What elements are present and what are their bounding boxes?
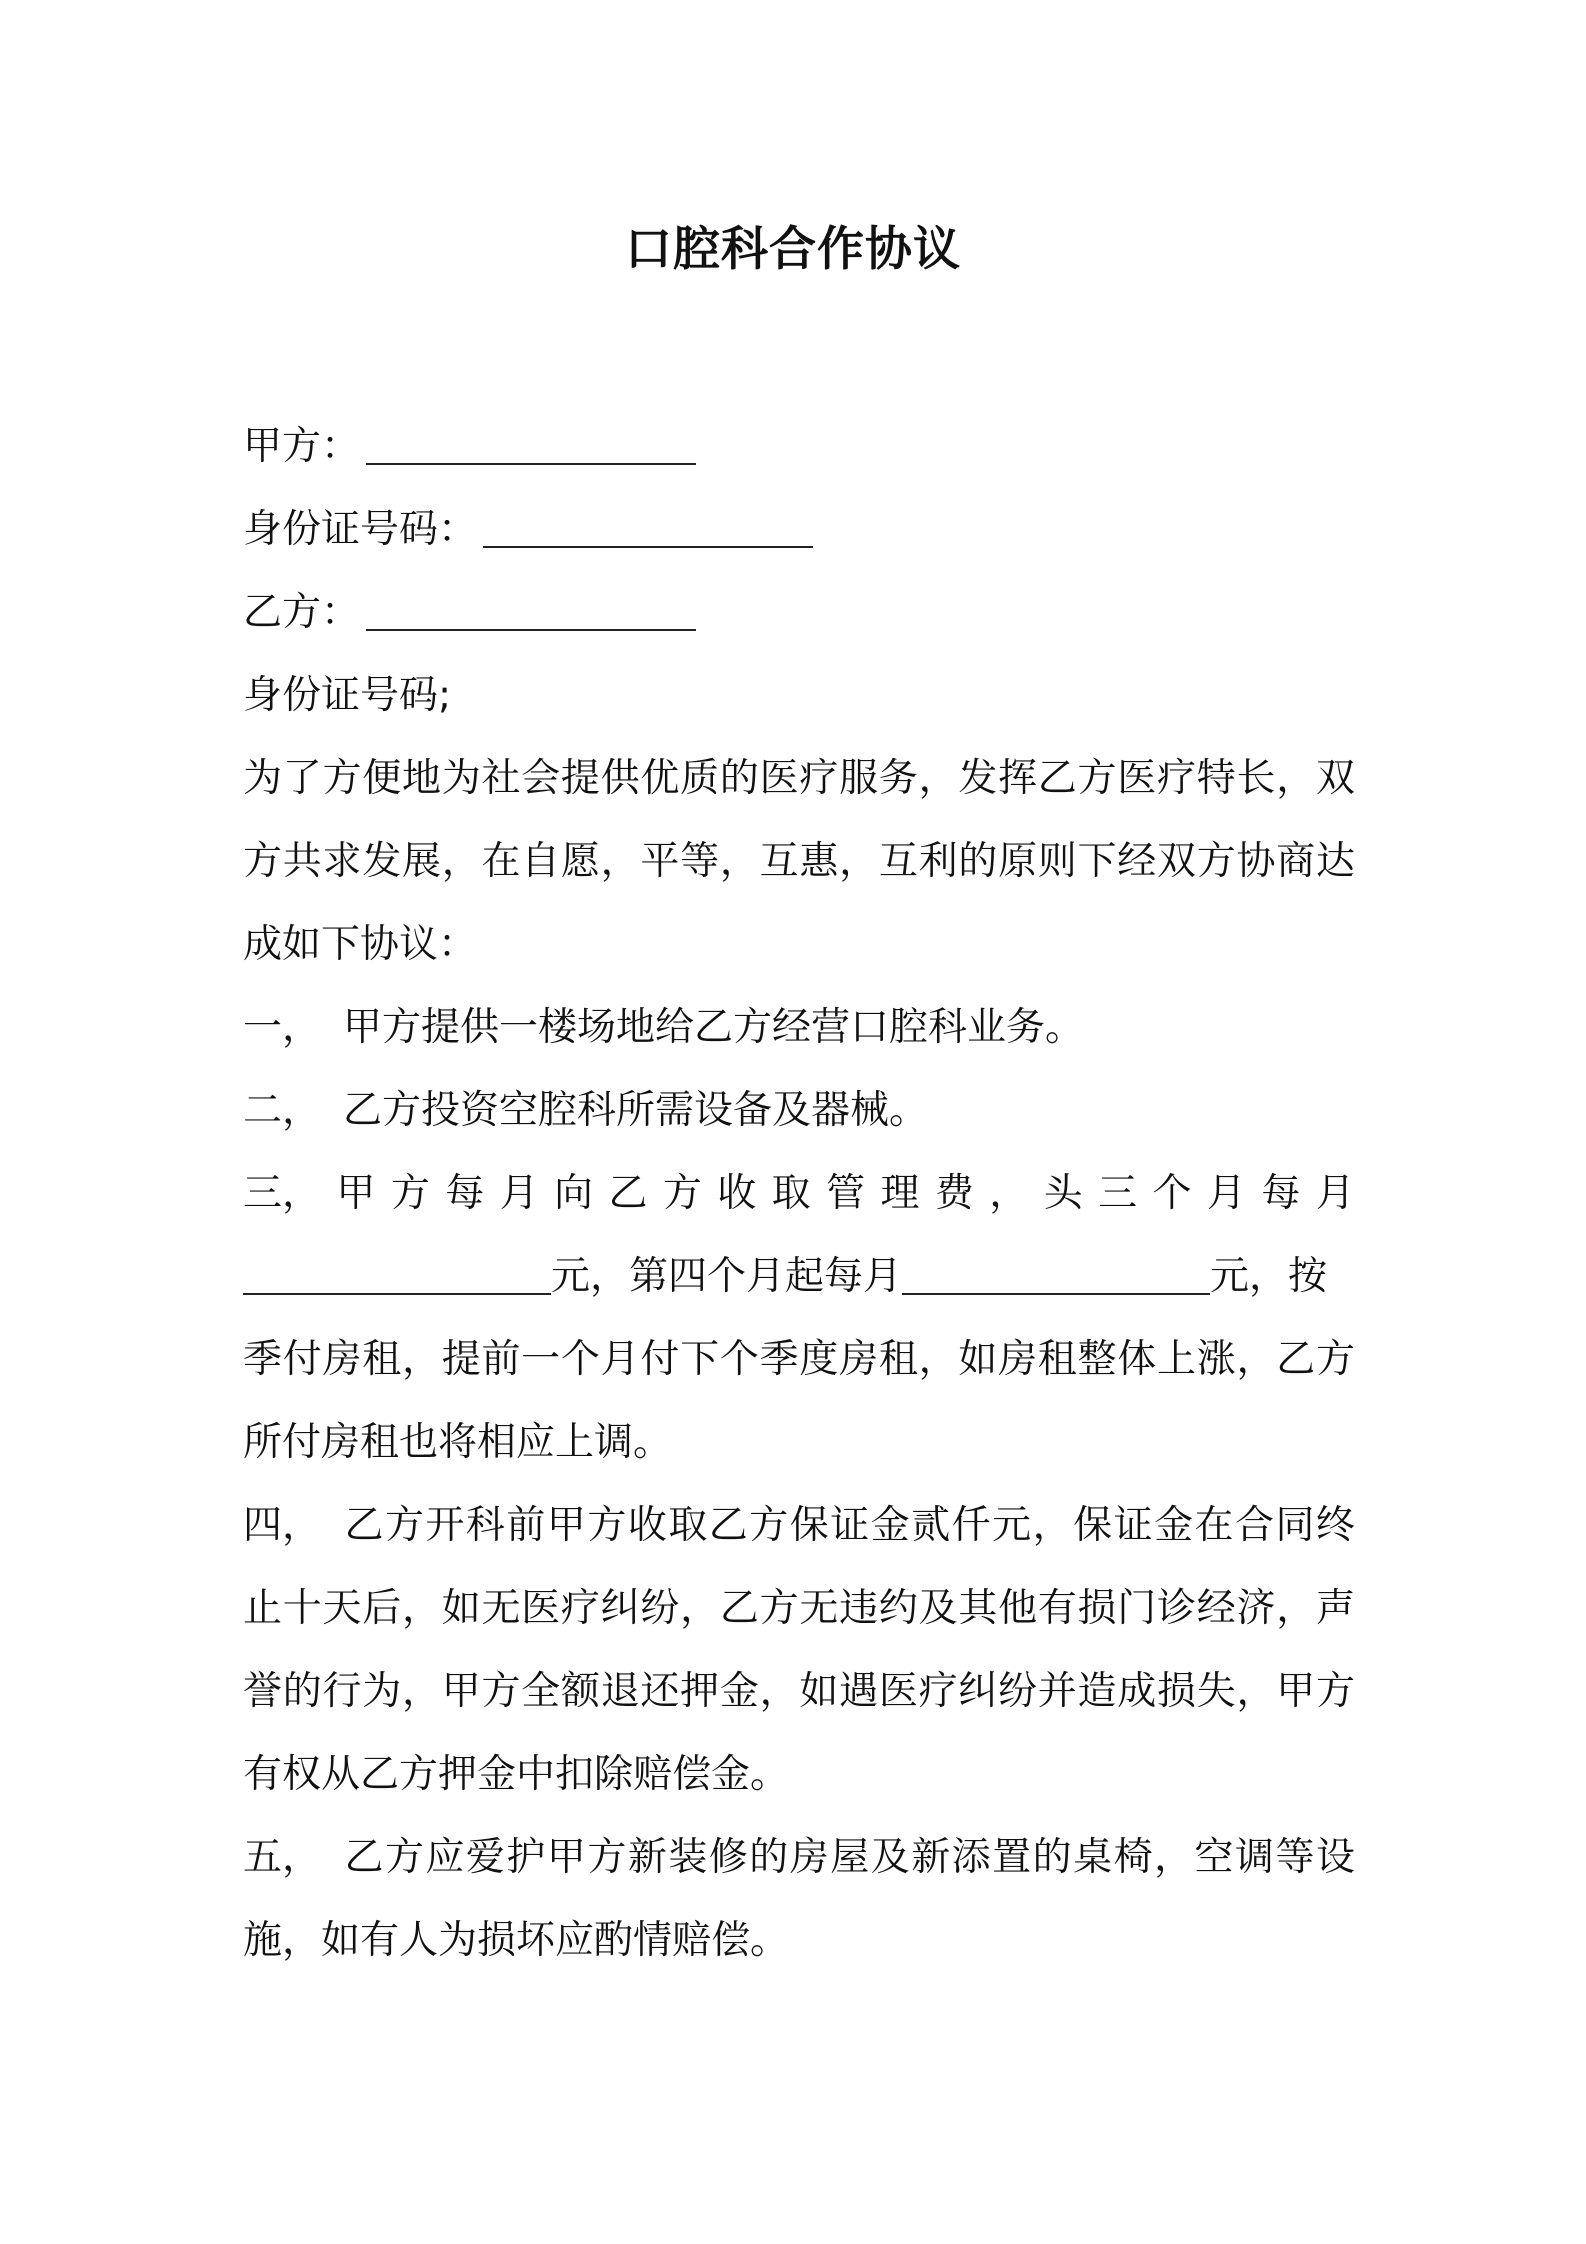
clause-3-char: 管 xyxy=(826,1171,866,1216)
party-a-id-line xyxy=(243,488,1355,571)
party-a-id-label: 身份证号码： xyxy=(243,507,478,552)
clause-3-cont-a: 元，第四个月起每月 xyxy=(551,1254,903,1299)
clause-number: 五， xyxy=(243,1835,322,1880)
clause-4 xyxy=(243,1484,1355,1816)
clause-3-char: 甲 xyxy=(336,1171,376,1216)
document-body xyxy=(243,405,1355,1982)
clause-3-fee-line xyxy=(243,1235,1355,1318)
clause-3-rest: 季付房租，提前一个月付下个季度房租，如房租整体上涨，乙方所付房租也将相应上调。 xyxy=(243,1337,1355,1465)
clause-3-char: 月 xyxy=(1206,1171,1246,1216)
party-a-label: 甲方： xyxy=(243,424,361,469)
clause-3-char: 乙 xyxy=(608,1171,648,1216)
clause-3-number: 三， xyxy=(243,1171,322,1216)
clause-1 xyxy=(243,986,1355,1069)
document-title: 口腔科合作协议 xyxy=(625,222,961,277)
clause-3-cont-b: 元，按 xyxy=(1210,1254,1328,1299)
party-a-blank xyxy=(366,423,696,465)
clause-3-char: 取 xyxy=(771,1171,811,1216)
clause-3-char: 每 xyxy=(1261,1171,1301,1216)
clause-3-char: 向 xyxy=(554,1171,594,1216)
clause-5 xyxy=(243,1816,1355,1982)
clause-3 xyxy=(243,1152,1355,1484)
clause-3-char: 方 xyxy=(390,1171,430,1216)
preamble: 为了方便地为社会提供优质的医疗服务，发挥乙方医疗特长，双方共求发展，在自愿，平等，互惠，互利的原则下经双方协商达成如下协议： xyxy=(243,756,1355,967)
clause-text: 乙方投资空腔科所需设备及器械。 xyxy=(343,1088,929,1133)
clause-number: 四， xyxy=(243,1503,322,1548)
party-b-id-label: 身份证号码; xyxy=(243,673,452,718)
clause-text: 乙方应爱护甲方新装修的房屋及新添置的桌椅，空调等设施，如有人为损坏应酌情赔偿。 xyxy=(243,1835,1355,1963)
clause-3-char: 每 xyxy=(445,1171,485,1216)
party-a-line xyxy=(243,405,1355,488)
clause-3-char: ， xyxy=(989,1171,1029,1216)
party-b-label: 乙方： xyxy=(243,590,361,635)
clause-text: 乙方开科前甲方收取乙方保证金贰仟元，保证金在合同终止十天后，如无医疗纠纷，乙方无违约及其他有损门诊经济，声誉的行为，甲方全额退还押金，如遇医疗纠纷并造成损失，甲方有权从乙方押金中扣除赔偿金。 xyxy=(243,1503,1355,1797)
clause-3-char: 三 xyxy=(1098,1171,1138,1216)
party-b-blank xyxy=(366,589,696,631)
clause-3-char: 费 xyxy=(934,1171,974,1216)
clause-3-first-line xyxy=(243,1152,1355,1235)
clause-3-char: 个 xyxy=(1152,1171,1192,1216)
clause-text: 甲方提供一楼场地给乙方经营口腔科业务。 xyxy=(343,1005,1085,1050)
fee-blank-second xyxy=(902,1253,1210,1295)
clause-3-char: 月 xyxy=(1315,1171,1355,1216)
clause-3-char: 收 xyxy=(717,1171,757,1216)
party-a-id-blank xyxy=(483,506,813,548)
clause-number: 一， xyxy=(243,1005,322,1050)
clause-3-char: 头 xyxy=(1043,1171,1083,1216)
clause-3-char: 方 xyxy=(662,1171,702,1216)
clause-3-char: 理 xyxy=(880,1171,920,1216)
clause-3-char: 月 xyxy=(499,1171,539,1216)
fee-blank-first xyxy=(243,1253,551,1295)
party-b-id-line xyxy=(243,654,1355,737)
clause-number: 二， xyxy=(243,1088,322,1133)
clause-2 xyxy=(243,1069,1355,1152)
party-b-line xyxy=(243,571,1355,654)
